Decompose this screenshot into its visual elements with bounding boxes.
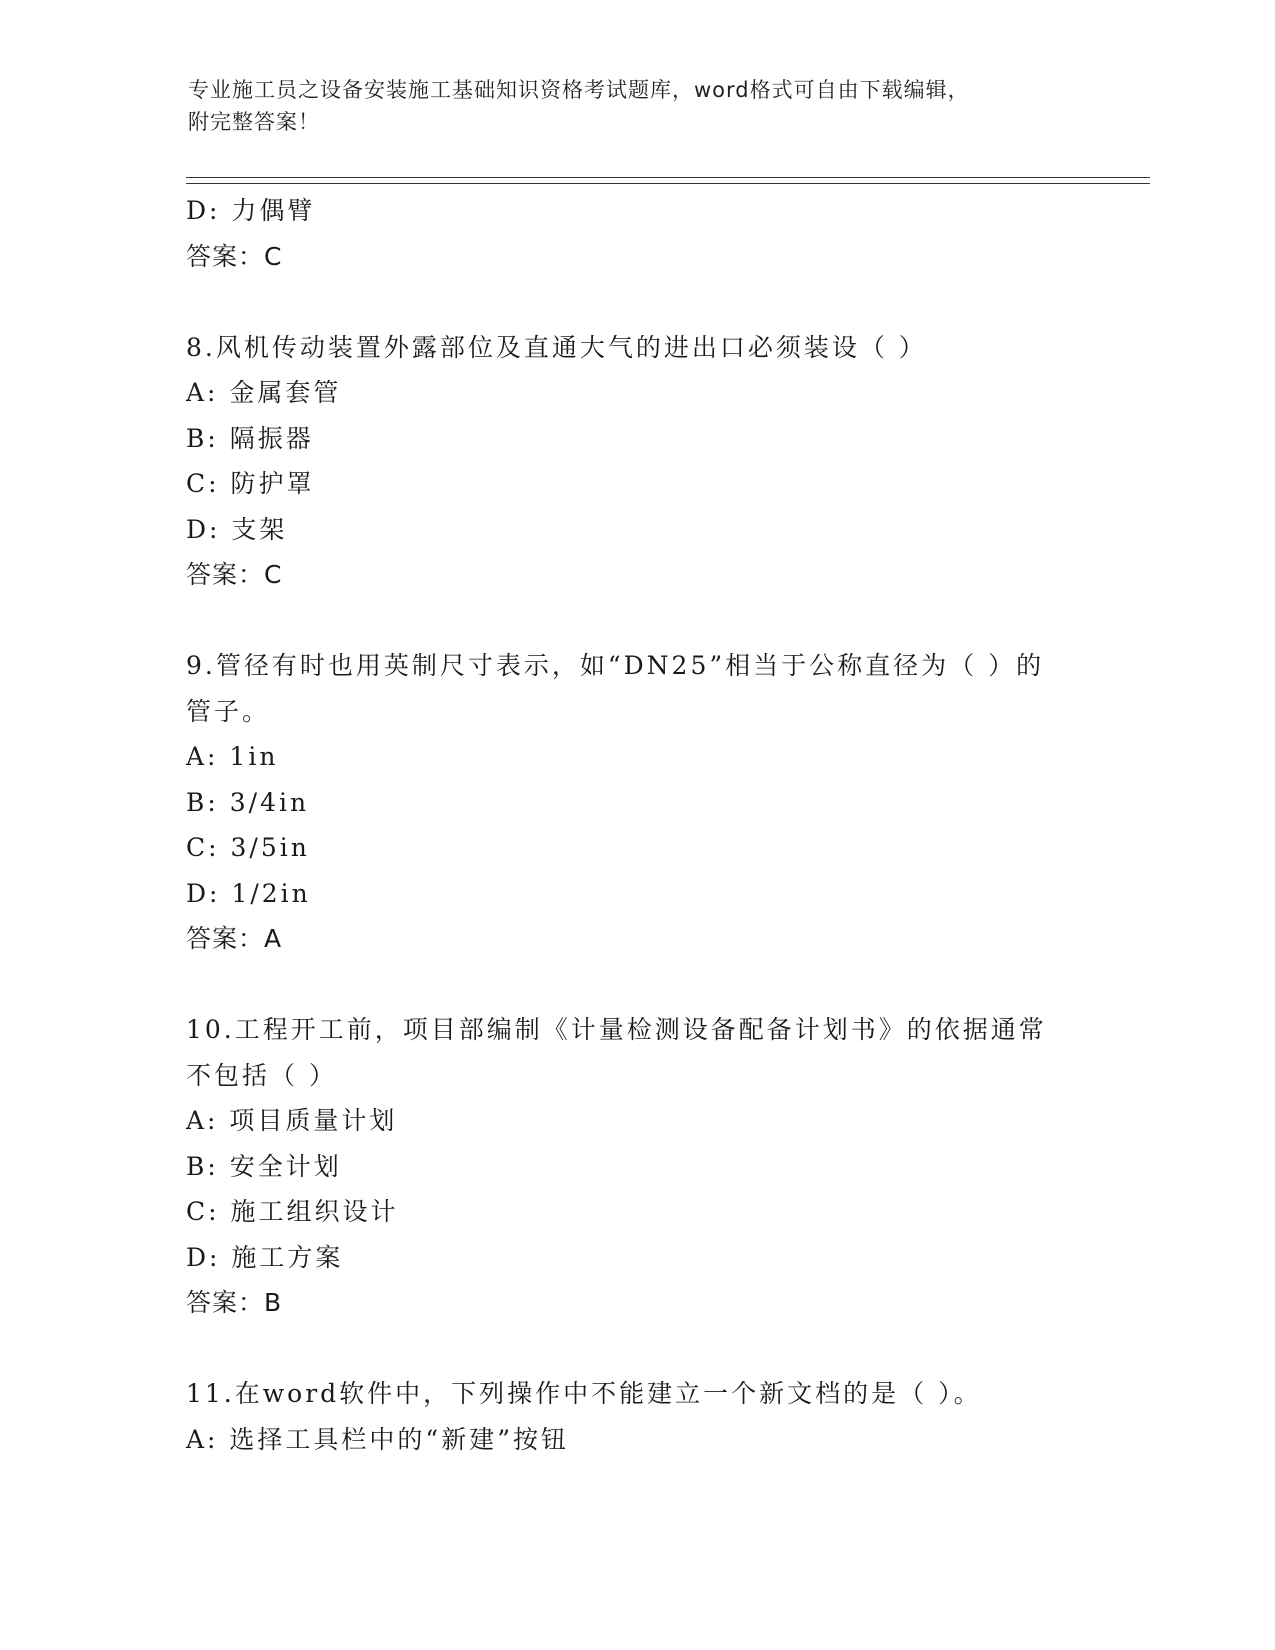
question-8 xyxy=(186,325,1086,598)
question-10 xyxy=(186,1007,1086,1326)
answer-line: 答案：A xyxy=(186,924,283,953)
option-b: B: 安全计划 xyxy=(186,1151,342,1181)
question-7 xyxy=(186,188,1086,279)
spacer xyxy=(186,1326,1086,1372)
answer-line: 答案：C xyxy=(186,560,283,589)
question-stem-line-2: 管子。 xyxy=(186,696,271,726)
question-stem-line-1: 10.工程开工前，项目部编制《计量检测设备配备计划书》的依据通常 xyxy=(186,1015,1047,1044)
option-a: A: 金属套管 xyxy=(186,378,342,407)
option-a: A: 项目质量计划 xyxy=(186,1106,398,1135)
question-11 xyxy=(186,1371,1086,1462)
answer-line: 答案：C xyxy=(186,241,283,271)
question-list xyxy=(186,188,1086,1462)
option-d: D: 力偶臂 xyxy=(186,196,316,225)
header-line-2: 附完整答案！ xyxy=(188,110,320,134)
header-line-1: 专业施工员之设备安装施工基础知识资格考试题库，word格式可自由下载编辑， xyxy=(188,78,970,102)
option-d: D: 1/2in xyxy=(186,878,311,908)
option-d: D: 施工方案 xyxy=(186,1242,344,1272)
spacer xyxy=(186,279,1086,325)
question-stem-line-1: 9.管径有时也用英制尺寸表示，如“DN25”相当于公称直径为（ ）的 xyxy=(186,651,1045,680)
spacer xyxy=(186,598,1086,644)
option-a: A: 1in xyxy=(186,742,279,771)
answer-line: 答案：B xyxy=(186,1288,283,1317)
option-a: A: 选择工具栏中的“新建”按钮 xyxy=(186,1424,569,1454)
page-header xyxy=(188,74,1068,138)
question-9 xyxy=(186,643,1086,962)
spacer xyxy=(186,962,1086,1008)
option-b: B: 3/4in xyxy=(186,787,310,817)
option-c: C: 3/5in xyxy=(186,833,310,862)
option-d: D: 支架 xyxy=(186,514,288,544)
option-c: C: 施工组织设计 xyxy=(186,1197,399,1226)
header-divider xyxy=(186,177,1150,184)
question-stem-line-2: 不包括（ ） xyxy=(186,1060,337,1090)
question-stem: 11.在word软件中，下列操作中不能建立一个新文档的是（ ）。 xyxy=(186,1379,982,1408)
option-c: C: 防护罩 xyxy=(186,469,315,498)
option-b: B: 隔振器 xyxy=(186,423,314,453)
question-stem: 8.风机传动装置外露部位及直通大气的进出口必须装设（ ） xyxy=(186,332,927,362)
